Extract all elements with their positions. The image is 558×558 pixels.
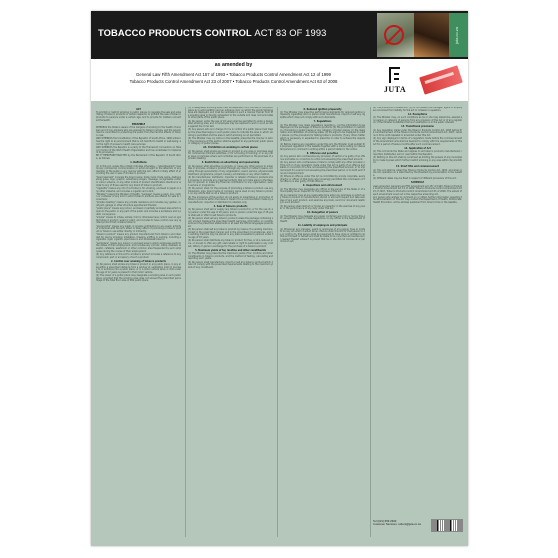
act-paragraph: "public place" means any indoor, enclosed or partially enclosed area which is open to the public or any part of the public and includes a workplace and a public conveyance; [96,207,181,216]
act-paragraph: (3) No person shall sell any tobacco product by means of a vending machine, except in the prescribed manner and in the prescribed circumstances, and no vending machine may be placed in any area accessible to persons under the age of 18 years. [188,228,273,239]
act-paragraph: (1) The Minister may make regulations regarding— (a) the information to be displayed on the packages of tobacco products; (b) the prohibition or restriction of smoking in public places or any category of public places; (c) the designation and ventilation of smoking areas; (d) the signs to be displayed in public places; (e) the procedure for testing tobacco products; (f) any other matter which is necessary or expedient to prescribe in order to achieve the objects of this Act. [280,123,365,143]
act-paragraph: (1) The Minister may delegate any power conferred upon him or her by this Act, except the power to make regulations, to any officer in the Department of Health. [280,214,365,224]
act-paragraph: (4) No person under the age of 18 years shall be permitted to enter a designated smoking area, and no employee may be required to work in such an area against his or her will. [188,119,273,128]
amendments-line-2: Tobacco Products Control Amendment Act 23 of 2007 • Tobacco Products Control Amendment Act 63 of 2008 [129,79,338,84]
section-heading: 14. Application of Act [404,146,431,150]
title-rest: ACT 83 OF 1993 [254,27,327,38]
text-column-2 [188,107,273,537]
act-paragraph: (6) The Minister may, by notice in the Gazette, prescribe the manner in which the provisions of this section shall be applied to any particular public place or category of public places. [188,136,273,146]
column-divider [277,107,278,537]
column-divider [370,107,371,537]
act-paragraph: (1) No person shall smoke any tobacco product in any area or premises used for commercial childcare activities, or for schooling or tutoring, or in any other area or premises where such activities are performed on the premises of a private dwelling. [188,149,273,161]
section-heading: SCHEDULE [411,181,424,185]
no-smoking-photo [377,13,414,57]
text-column-3 [280,107,365,537]
juta-logo [381,67,409,97]
act-paragraph: "smoke" means to inhale, exhale, hold or otherwise have control over an ignited tobacco product, weed or plant, and includes to have control over any ignited product that contains tobacco; [96,216,181,225]
act-paragraph: "Minister" means the Minister of Health; "package" means a pack, box, carton or container of any kind in which tobacco products are offered for sale to consumers; [96,192,181,202]
no-smoking-icon [384,25,404,45]
act-paragraph: (1) No person shall sell or supply any tobacco product to, or for the use of, any person under the age of 18 years, and no person under the age of 18 years shall sell or offer to sell tobacco products. [188,208,273,217]
barcode [431,519,463,532]
section-heading: 6. Reduced ignition propensity [303,107,342,111]
section-heading: 9. Inspections and enforcement [302,184,343,188]
act-paragraph: To prohibit or restrict smoking in public places; to regulate the sale and advertising of tobacco products in certain respects; to prohibit the sale of tobacco products to persons under a certain age; and to provide for matters connected therewith. [96,110,181,122]
act-paragraph: Laws amended: General Law Fifth Amendment Act 157 of 1993; Tobacco Products Control Amendment Act 12 of 1999; Tobacco Products Control Amendment Act 23 of 2007; Tobacco Products Control Amendment Act 63 of 2008. The extent of each amendment is set out in the respective amending Act. [373,184,462,196]
section-heading: 11. Liability of employers and principals [297,224,348,228]
section-heading: PREAMBLE [131,122,146,126]
section-heading: 10. Delegation of powers [307,211,338,215]
act-paragraph: (1) This Act shall be called the Tobacco Products Control Act, 1993, and shall come into operation on a date fixed by the President by proclamation in the Gazette. [373,168,462,177]
section-heading: 2. Control over smoking of tobacco products [111,259,166,263]
act-paragraph: (1) In this Act, unless the context indicates otherwise— "advertisement" means any commercial communication or action brought to the attention of any member of the public in any manner with the aim, effect or likely effect of promoting the use or sale of a tobacco product; [96,164,181,176]
section-heading: ACT [136,107,141,111]
section-heading: 2A. Prohibition on smoking in certain places [203,146,258,150]
act-paragraph: "workplace" means any indoor or enclosed area in which employees perform the duties of their employment, and includes any corridor, lobby, stairwell, elevator, cafeteria, washroom or other common area frequented by such employees during the course of their employment; [96,241,181,253]
contact-tel: Tel (021) 659 2300 [373,519,397,523]
act-paragraph: (2) Any person who contravenes or fails to comply with any other provision of this Act or of any regulation made under this Act is guilty of an offence and liable on conviction to a fine not exceeding the prescribed amount, or to imprisonment for a period not exceeding the prescribed period, or to both such fine and imprisonment. [280,161,365,175]
side-vertical-text: juta.co.za [454,26,459,44]
act-paragraph: (1) Whenever any manager, agent or employee of any person does or omits to do any act which it would be an offence under this Act for that person to do or omit to do, that person shall be presumed to have done or omitted to do that act himself or herself and shall be liable to be convicted and sentenced in respect thereof unless it is proved that he or she did not connive at or permit such act. [280,227,365,244]
act-paragraph: (3) Where an offence under this Act is committed by a body corporate, every director or officer of that body who knowingly permitted the commission of the offence is also guilty of that offence. [280,174,365,184]
act-paragraph: (1) No person shall advertise or promote, or cause any other person to advertise or promote, a tobacco product through any direct or indirect means, including through sponsorship of any organisation, event, service, physical establishment, programme, project, bursary, scholarship or any other method. [188,164,273,176]
act-paragraph: AND WHEREAS the Republic is a party to the Framework Convention on Tobacco Control of the World Health Organization and has undertaken to implement its provisions; [96,145,181,155]
act-paragraph: AND WHEREAS the Constitution of the Republic of South Africa, 1996 entrenches the right to an environment that is not harmful to health or well-being; and the right of access to health care services; [96,137,181,146]
act-paragraph: (5) Any person who is in charge of or is in control of a public place must display the prescribed signs in such public place to indicate the area in which smoking is permitted and the area in which smoking is not permitted. [188,128,273,137]
publisher-contact [373,520,433,527]
act-paragraph: "tobacco product" means any product manufactured from tobacco and intended for use by smoking, inhalation, chewing, sniffing or sucking, including a cigarette, cigar, cigarillo, pipe tobacco and smokeless tobacco; [96,233,181,242]
act-paragraph: (2) No manufacturer, distributor, importer or retailer of tobacco products shall organise or promote any organised activity that is to take place in the Republic, or sponsor or make any financial contribution to any organisation, event, service or programme. [188,176,273,187]
cigarettes-photo [414,13,449,57]
section-heading: 4. Sale of tobacco products [213,205,248,209]
act-paragraph: (1) The Minister may prescribe performance standards for reduced ignition propensity cigarettes, and no person shall manufacture, import or sell any cigarette which does not comply with such standards. [280,110,365,120]
act-paragraph: (2) An inspector may at any reasonable time enter any premises on which any tobacco product is manufactured, stored or sold and inspect and take samples of any such product, and examine any book, record or document relating to such product. [280,193,365,205]
act-paragraph: (1) This Act binds the State and applies to all tobacco products manufactured, imported, distributed, sold or used within the Republic. [373,150,462,156]
act-paragraph: (3) No person shall, for the purpose of promoting a tobacco product, use any trademark, logo, brand name or company name used on any tobacco product, on any article that is not a tobacco product. [188,187,273,196]
contact-email: Customer Services: orders@juta.co.za [373,522,421,527]
act-paragraph: (1) The Minister may, on such conditions as he or she may determine, exempt any person or category of persons from any provision of this Act or of any regulation, if the Minister is satisfied that such exemption is in the public interest. [373,116,462,125]
section-heading: 1. Definitions [130,161,147,165]
cigarette-pack-icon [419,65,463,94]
header-bar [91,11,468,59]
act-paragraph: (3) A designated smoking area must be separated from the rest of the public place by a solid partition and an entrance door on which the words Smoking Area are displayed, and must be ventilated in such a manner that air from the smoking area is directly exhausted to the outside and does not recirculate to other parts of the public place. [188,107,273,120]
amended-label: as amended by [214,62,253,68]
act-paragraph: (2) The provisions of subsection (1) do not relieve the manager, agent or employee concerned from liability for the act or omission in question. [373,107,462,112]
poster-title [98,27,326,38]
juta-logo-text: JUTA [383,85,407,94]
act-paragraph: (4) The provisions of this section do not apply to advertising or promotion of tobacco products within the tobacco trade or to a communication made by a manufacturer, importer or distributor to retailers only. [188,195,273,204]
act-paragraph: (1) The Minister may designate any officer in the service of the State or of a municipality as an inspector for the purposes of this Act. [280,187,365,194]
title-bold: TOBACCO PRODUCTS CONTROL [98,27,252,38]
act-paragraph: "sponsorship" means any public or private contribution to any event, activity or individual with the aim, effect or likely effect of promoting a tobacco product or tobacco use either directly or indirectly; [96,224,181,233]
act-paragraph: (2) Nothing in this Act shall be construed as limiting the powers of any municipality to make by-laws which further restrict smoking in any area within its jurisdiction. [373,155,462,165]
amendments-line-1: General Law Fifth Amendment Act 157 of 1993 • Tobacco Products Control Amendment Act 12 of 1999 [136,72,331,77]
section-heading: 12. Exemptions [407,112,428,116]
section-heading: 13. Transitional provisions [401,125,434,129]
act-paragraph: BE IT THEREFORE ENACTED by the Parliament of the Republic of South Africa, as follows: [96,154,181,161]
act-paragraph: (4) No person shall distribute any tobacco product for free, or at a reduced price, or accept or offer any gift, cash rebate or right to participate in any contest, lottery or game in exchange for the purchase of a tobacco product. [188,239,273,248]
act-text-body [91,101,468,546]
act-paragraph: (2) No person shall sell any tobacco product unless the package containing such product displays the prescribed health warnings, information on constituents and the prescribed statements in at least the official languages prescribed. [188,217,273,228]
act-paragraph: WHEREAS the State is aware of the dangers of smoking to the health of smokers and of non-smokers who are exposed to tobacco smoke, and the Government is committed to protecting the public from the harmful effects of tobacco use; [96,126,181,137]
act-paragraph: Any person who wishes to comment on or obtain further information regarding the administration of this Act may contact the Department of Health, Directorate: Health Promotion, at the address published from time to time in the Gazette. [373,195,462,205]
poster [91,11,468,546]
act-paragraph: (1) Any person who contravenes any provision of section 2 is guilty of an offence and liable on conviction to a fine not exceeding the prescribed amount. [280,155,365,161]
act-paragraph: (1) No person shall smoke any tobacco product in any public place, in any area within a prescribed distance from a window of, ventilation inlet of, doorway to or entrance into a public place, or in a motor vehicle when a child under the age of 12 years is present in that motor vehicle. [96,263,181,274]
act-paragraph: "private dwelling" means any private residence and includes any garden, courtyard, garage or other structure appurtenant thereto; [96,201,181,208]
act-paragraph: (2) Before making any regulation under this Act, the Minister must publish the proposed regulation in the Gazette together with a notice calling on interested persons to comment in writing within a period stated in the notice. [280,142,365,151]
act-paragraph: "brand element" includes the brand name, trade mark, trade name, distinguishing guise, logo, graphic, advertising slogan, message, recognisable colour or colour scheme, or any other indicia of product identification identical or similar to any of those used for any brand of tobacco product; [96,175,181,187]
text-column-4 [373,107,462,537]
section-heading: 7. Regulations [313,120,332,124]
act-paragraph: (3) No person shall obstruct or hinder an inspector in the exercise of any power or the performance of any duty under this Act. [280,204,365,211]
section-heading: 3. Restrictions on advertising and sponsorship [201,161,260,165]
section-heading: 15. Short title and commencement [396,165,439,169]
act-paragraph: (1) Any regulation made under the Tobacco Products Control Act, 1993 before the commencement of the Tobacco Products Control Amendment Act, 2007, remains in force until repealed or amended under this Act. [373,128,462,137]
act-paragraph: (2) Different dates may be fixed in respect of different provisions of this Act. [373,177,457,181]
act-paragraph: (2) The owner of a public place may designate a smoking area in such public place, provided that the smoking area does not exceed the prescribed percentage of the total floor area of that public place. [96,274,181,283]
act-paragraph: (1) The Minister may prescribe the maximum yields of tar, nicotine and other constituents in tobacco products, and the method of testing, calculating and reporting such yields. [188,252,273,261]
column-divider [185,107,186,537]
juta-logo-icon [389,67,400,83]
act-paragraph: (2) Any reference in this Act to a tobacco product includes a reference to any component, part or accessory of such a product. [96,252,181,259]
section-heading: 5. Maximum yields of tar, nicotine and other constituents [195,248,266,252]
amendments-header [91,59,468,101]
text-column-1 [96,107,181,537]
act-paragraph: (2) No person shall manufacture, import or sell any tobacco product which does not comply with the prescribed requirements relating to the maximum yields of any constituent. [188,260,273,269]
act-paragraph: (2) Any sign displayed in terms of a regulation made before the commencement of the amendment acts shall be deemed to comply with the requirements of this Act for a period of twelve months after such commencement. [373,137,462,146]
section-heading: 8. Offences and penalties [306,151,339,155]
act-paragraph: "cigarette" means any roll of cut tobacco for smoking, enclosed in paper or any other material, and includes a cigarillo and a bidi; [96,186,181,193]
